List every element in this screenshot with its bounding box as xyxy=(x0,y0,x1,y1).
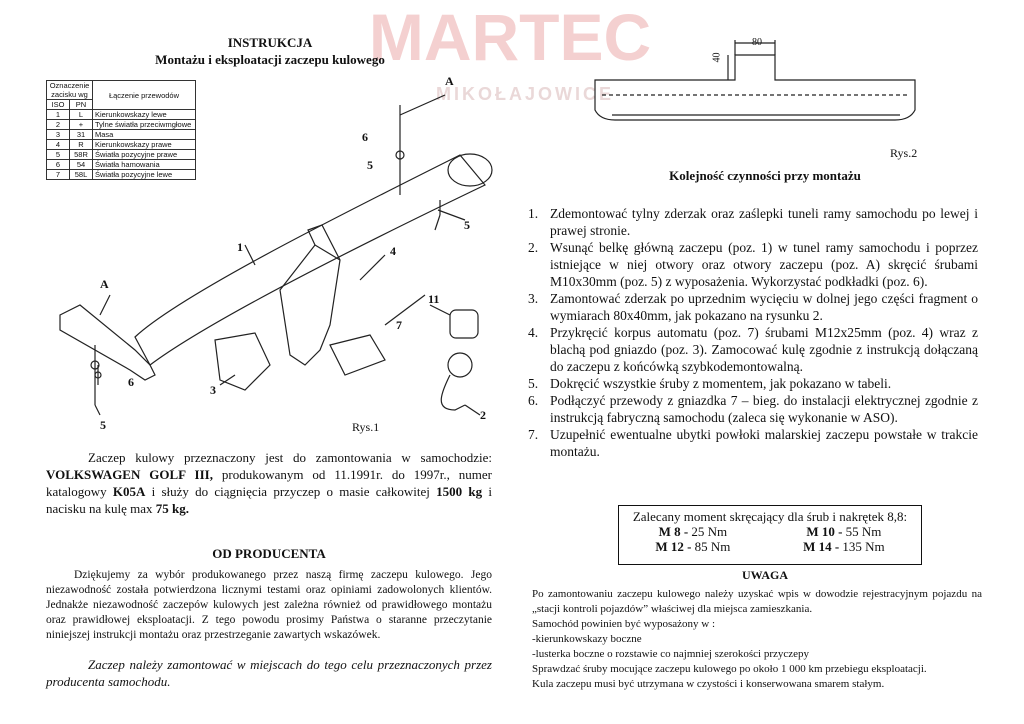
socket-plate xyxy=(215,333,270,390)
step-text: Przykręcić korpus automatu (poz. 7) śrubami M12x25mm (poz. 4) wraz z blachą pod gniazdo (poz. 3). Zamocować kulę zgodnie z instrukcją dołączaną do zaczepu z końcówką szybkodemontowalną. xyxy=(550,325,978,374)
figure-2-drawing xyxy=(590,35,930,145)
step-number: 4. xyxy=(528,325,539,340)
main-beam xyxy=(60,305,155,380)
wiring-pn: + xyxy=(70,120,93,130)
step-number: 7. xyxy=(528,427,539,442)
fig1-label-A-top: A xyxy=(445,74,454,88)
fig1-label-6-top: 6 xyxy=(362,130,368,144)
fig1-label-3: 3 xyxy=(210,383,216,397)
wiring-pn: 58L xyxy=(70,170,93,180)
fig1-label-4: 4 xyxy=(390,244,396,258)
torque-item-m10: M 10 - 55 Nm xyxy=(806,524,882,539)
step-item xyxy=(528,205,978,239)
torque-item-m14: M 14 - 135 Nm xyxy=(803,539,885,554)
document-title: INSTRUKCJA xyxy=(227,35,313,50)
step-item xyxy=(528,426,978,460)
main-beam-tube xyxy=(135,155,485,365)
wiring-iso: 3 xyxy=(47,130,70,140)
fig2-dim-width: 80 xyxy=(752,37,762,48)
fig1-label-5-top: 5 xyxy=(367,158,373,172)
wiring-pn: 58R xyxy=(70,150,93,160)
intro-car: VOLKSWAGEN GOLF III, xyxy=(46,467,213,482)
automat-body xyxy=(330,335,385,375)
intro-p1: Zaczep kulowy przeznaczony jest do zamontowania w samochodzie: xyxy=(88,450,492,465)
fig1-label-7: 7 xyxy=(396,318,402,332)
step-item xyxy=(528,375,978,392)
fig2-dim-height: 40 xyxy=(711,52,723,63)
wiring-iso: 7 xyxy=(47,170,70,180)
producer-body-text: Dziękujemy za wybór produkowanego przez naszą firmę zaczepu kulowego. Jego niezawodność została potwierdzona licznymi testami oraz opiniami zadowolonych klientów. Jednakże niezawodność zaczepów kulowych jest zależna również od prawidłowego montażu oraz prawidłowej eksploatacji. Z tego powodu prosimy Państwa o staranne przeczytanie niniejszej instrukcji montażu oraz przestrzeganie zawartych wskazówek. xyxy=(46,569,492,641)
wiring-iso: 4 xyxy=(47,140,70,150)
cap-11 xyxy=(450,310,478,338)
torque-item-m12: M 12 - 85 Nm xyxy=(655,539,731,554)
step-item xyxy=(528,324,978,375)
torque-table xyxy=(618,505,922,565)
warning-line-5: Sprawdzać śruby mocujące zaczepu kulowego po około 1 000 km przebiegu eksploatacji. xyxy=(532,663,927,675)
producer-body xyxy=(46,568,492,643)
fig1-label-A-left: A xyxy=(100,277,109,291)
wiring-iso: 1 xyxy=(47,110,70,120)
wiring-col-iso: ISO xyxy=(47,100,70,110)
warning-line-2: Samochód powinien być wyposażony w : xyxy=(532,618,715,630)
step-number: 1. xyxy=(528,206,539,221)
step-item xyxy=(528,290,978,324)
wiring-iso: 5 xyxy=(47,150,70,160)
wiring-head-desc: Łączenie przewodów xyxy=(93,81,196,110)
fig1-label-2: 2 xyxy=(480,408,486,422)
fig2-caption: Rys.2 xyxy=(890,146,918,160)
torque-item-m8: M 8 - 25 Nm xyxy=(658,524,728,539)
intro-p4: i nacisku na kulę max xyxy=(46,484,492,516)
wiring-pn: 31 xyxy=(70,130,93,140)
warning-heading: UWAGA xyxy=(741,568,788,582)
step-text: Podłączyć przewody z gniazdka 7 – bieg. do instalacji elektrycznej zgodnie z instrukcją fabryczną samochodu (zaleca się wykonanie w ASO). xyxy=(550,393,978,425)
step-item xyxy=(528,239,978,290)
steps-heading: Kolejność czynności przy montażu xyxy=(669,168,861,183)
step-text: Dokręcić wszystkie śruby z momentem, jak pokazano w tabeli. xyxy=(550,376,892,391)
wiring-desc: Światła pozycyjne lewe xyxy=(93,170,196,180)
wiring-desc: Kierunkowskazy lewe xyxy=(93,110,196,120)
step-item xyxy=(528,392,978,426)
fig1-caption: Rys.1 xyxy=(352,420,380,434)
watermark-sub: MIKOŁAJOWICE xyxy=(436,84,614,104)
step-number: 5. xyxy=(528,376,539,391)
warning-body xyxy=(532,587,982,692)
ball-neck xyxy=(441,375,465,410)
wiring-desc: Tylne światła przeciwmgłowe xyxy=(93,120,196,130)
wiring-desc: Światła hamowania xyxy=(93,160,196,170)
wiring-desc: Kierunkowskazy prawe xyxy=(93,140,196,150)
watermark-brand: MARTEC xyxy=(368,0,652,74)
producer-heading: OD PRODUCENTA xyxy=(212,546,326,561)
figure-1-drawing xyxy=(40,75,510,435)
intro-load: 75 kg. xyxy=(155,501,189,516)
wiring-desc: Światła pozycyjne prawe xyxy=(93,150,196,160)
step-text: Uzupełnić ewentualne ubytki powłoki malarskiej zaczepu powstałe w trakcie montażu. xyxy=(550,427,978,459)
step-number: 2. xyxy=(528,240,539,255)
wiring-desc: Masa xyxy=(93,130,196,140)
intro-p3: i służy do ciągnięcia przyczep o masie całkowitej xyxy=(145,484,437,499)
intro-paragraph xyxy=(46,449,492,517)
document-subtitle: Montażu i eksploatacji zaczepu kulowego xyxy=(155,52,385,67)
mounting-steps xyxy=(528,205,978,460)
intro-p2: produkowanym od 11.1991r. do 1997r., numer katalogowy xyxy=(46,467,492,499)
bumper-outline xyxy=(595,52,915,120)
fig1-label-1: 1 xyxy=(237,240,243,254)
intro-mass: 1500 kg xyxy=(436,484,483,499)
warning-line-4: -lusterka boczne o rozstawie co najmniej szerokości przyczepy xyxy=(532,648,810,660)
wiring-col-pn: PN xyxy=(70,100,93,110)
fig1-label-5-right: 5 xyxy=(464,218,470,232)
warning-line-1: Po zamontowaniu zaczepu kulowego należy uzyskać wpis w dowodzie rejestracyjnym pojazdu na „stacji kontroli pojazdów” właściwej dla miejsca zamieszkania. xyxy=(532,588,982,615)
producer-note-text: Zaczep należy zamontować w miejscach do tego celu przeznaczonych przez producenta samochodu. xyxy=(46,657,492,689)
warning-line-6: Kula zaczepu musi być utrzymana w czystości i konserwowana smarem stałym. xyxy=(532,678,885,690)
step-number: 6. xyxy=(528,393,539,408)
step-number: 3. xyxy=(528,291,539,306)
intro-catalog: K05A xyxy=(112,484,146,499)
producer-note xyxy=(46,656,492,690)
wiring-pn: 54 xyxy=(70,160,93,170)
step-text: Zamontować zderzak po uprzednim wycięciu w dolnej jego części fragment o wymiarach 80x40mm, jak pokazano na rysunku 2. xyxy=(550,291,978,323)
fig1-label-11: 11 xyxy=(428,292,440,306)
wiring-iso: 6 xyxy=(47,160,70,170)
fig1-label-6-left: 6 xyxy=(128,375,134,389)
step-text: Zdemontować tylny zderzak oraz zaślepki tuneli ramy samochodu po lewej i prawej stronie. xyxy=(550,206,978,238)
tow-ball xyxy=(448,353,472,377)
warning-line-3: -kierunkowskazy boczne xyxy=(532,633,642,645)
wiring-iso: 2 xyxy=(47,120,70,130)
wiring-pn: R xyxy=(70,140,93,150)
step-text: Wsunąć belkę główną zaczepu (poz. 1) w tunel ramy samochodu i poprzez istniejące w niej otwory oraz otwory zaczepu (poz. A) skręcić śrubami M10x30mm (poz. 5) z wyposażenia. Wykorzystać podkładki (poz. 6). xyxy=(550,240,978,289)
torque-title: Zalecany moment skręcający dla śrub i nakrętek 8,8: xyxy=(632,509,908,524)
wiring-pn: L xyxy=(70,110,93,120)
fig1-label-5-bottom: 5 xyxy=(100,418,106,432)
wiring-head-group: Oznaczenie zacisku wg xyxy=(47,81,93,100)
